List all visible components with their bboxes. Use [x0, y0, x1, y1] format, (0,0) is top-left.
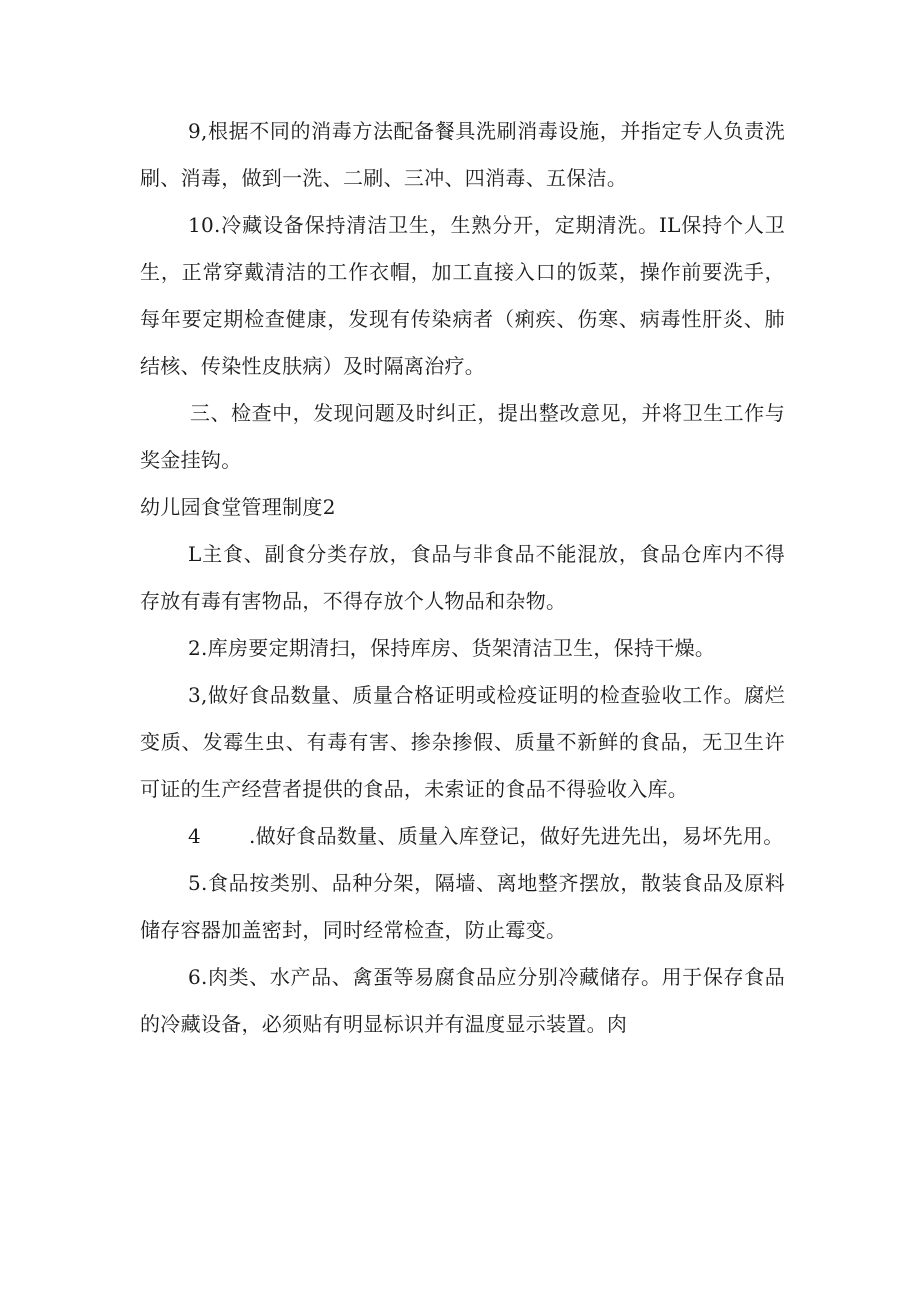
section-title: 幼儿园食堂管理制度2 — [140, 495, 336, 519]
paragraph-item-9: 9,根据不同的消毒方法配备餐具洗刷消毒设施，并指定专人负责洗刷、消毒，做到一洗、二刷、三冲、四消毒、五保洁。 — [140, 119, 785, 190]
list-item-6: 6.肉类、水产品、禽蛋等易腐食品应分别冷藏储存。用于保存食品的冷藏设备，必须贴有明显标识并有温度显示装置。肉 — [140, 965, 785, 1036]
list-item-2: 2.库房要定期清扫，保持库房、货架清洁卫生，保持干燥。 — [188, 636, 716, 660]
list-item-3: 3,做好食品数量、质量合格证明或检疫证明的检查验收工作。腐烂变质、发霉生虫、有毒有害、掺杂掺假、质量不新鲜的食品，无卫生许可证的生产经营者提供的食品，未索证的食品不得验收入库。 — [140, 683, 785, 801]
paragraph-section-three: 三、检查中，发现问题及时纠正，提出整改意见，并将卫生工作与奖金挂钩。 — [140, 401, 785, 472]
list-item-5: 5.食品按类别、品种分架，隔墙、离地整齐摆放，散装食品及原料储存容器加盖密封，同时经常检查，防止霉变。 — [140, 871, 785, 942]
list-item-4-text: .做好食品数量、质量入库登记，做好先进先出，易坏先用。 — [249, 824, 784, 848]
paragraph-item-10: 10.冷藏设备保持清洁卫生，生熟分开，定期清洗。IL保持个人卫生，正常穿戴清洁的工作衣帽，加工直接入口的饭菜，操作前要洗手，每年要定期检查健康，发现有传染病者（痢疾、伤寒、病毒性肝炎、肺结核、传染性皮肤病）及时隔离治疗。 — [140, 213, 785, 378]
list-item-4-number: 4 — [188, 824, 202, 848]
document-body — [140, 108, 785, 1048]
list-item-4 — [140, 813, 785, 860]
list-item-1: L主食、副食分类存放，食品与非食品不能混放，食品仓库内不得存放有毒有害物品，不得存放个人物品和杂物。 — [140, 542, 785, 613]
